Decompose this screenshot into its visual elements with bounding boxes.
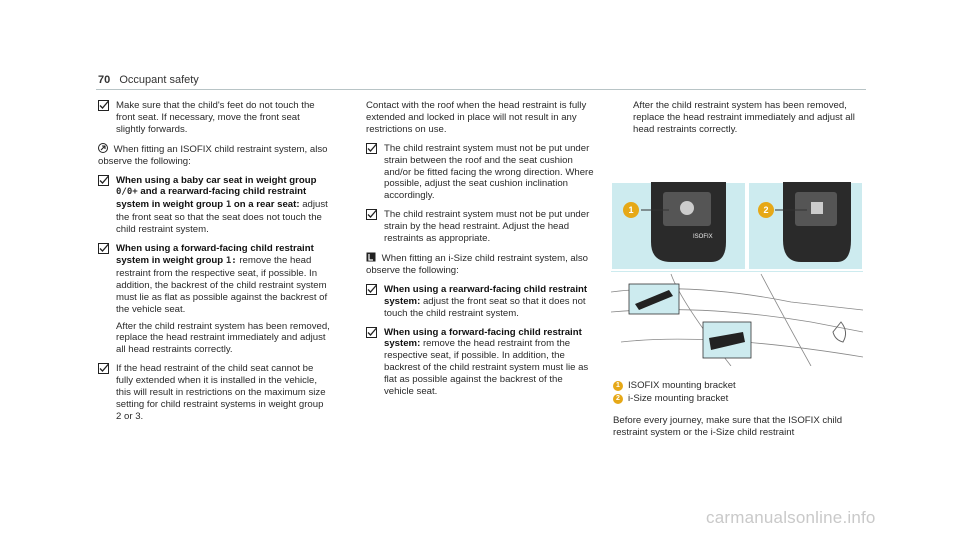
page-header [98,74,199,86]
item-title-group: 0/0+ [116,187,138,198]
checkbox-icon [98,243,109,254]
item-body: remove the head restraint from the respective seat, if possible. In addition, the backrest of the child restraint system must lie as flat as possible against the backrest of the vehicle seat. [116,254,328,315]
legend-item [613,392,865,405]
page-number: 70 [98,74,111,86]
checklist-item [98,175,330,237]
checklist-item [98,243,330,356]
item-after: After the child restraint system has been removed, replace the head restraint immediately and adjust all head restraints correctly. [116,320,330,356]
legend-item [613,379,865,392]
callout-badge-2-text: 2 [763,205,769,215]
warning-note-icon [98,143,108,153]
note-paragraph [366,252,594,277]
item-body: adjust the front seat so that the seat does not touch the child restraint system. [116,199,328,236]
column-right [611,100,863,143]
item-text: The child restraint system must not be put under strain between the roof and the seat cushion and/or be fitted facing the wrong direction. Where possible, adjust the seat cushion inclination accordingly. [384,142,594,202]
checklist-item [366,284,594,320]
column-left [98,100,330,430]
legend-text: ISOFIX mounting bracket [628,380,736,391]
section-title: Occupant safety [119,74,199,86]
isize-seat-symbol [811,202,823,214]
header-divider [96,89,866,90]
note-text: When fitting an i-Size child restraint system, also observe the following: [366,252,589,276]
checklist-item [366,209,594,245]
note-text: When fitting an ISOFIX child restraint system, also observe the following: [98,143,328,167]
column-middle [366,100,594,405]
watermark: carmanualsonline.info [706,508,876,527]
checklist-item [366,327,594,398]
checkbox-icon [366,284,377,295]
item-title-end: on a rear seat: [233,199,300,211]
checkbox-icon [366,143,377,154]
intro-paragraph: After the child restraint system has been removed, replace the head restraint immediately and adjust all head restraints correctly. [633,100,855,135]
checkbox-icon [366,209,377,220]
item-text: If the head restraint of the child seat cannot be fully extended when it is installed in the vehicle, this will result in restrictions on the maximum size setting for child restraint systems in weight group 2 or 3. [116,363,326,422]
checkbox-icon [98,100,109,111]
intro-paragraph: Contact with the roof when the head restraint is fully extended and locked in place will not result in any restrictions on use. [366,100,587,135]
item-title: When using a rearward-facing child restraint system: [384,283,588,307]
item-body: remove the head restraint from the respective seat, if possible. In addition, the backrest of the child restraint system must lie as flat as possible against the backrest of the vehicle seat. [384,338,589,398]
item-title: When using a baby car seat in weight group [116,174,317,186]
isofix-seat-symbol [680,201,694,215]
legend-text: i-Size mounting bracket [628,393,729,404]
isofix-figure [611,182,863,366]
item-text: The child restraint system must not be put under strain by the head restraint. Adjust the head restraints as appropriate. [384,209,590,245]
note-paragraph [98,143,330,168]
isofix-label: ISOFIX [693,234,713,240]
checklist-item [98,100,330,136]
checklist-item [98,363,330,423]
item-title: When using a forward-facing child restraint system: [384,326,582,350]
item-title-group2: 1 [225,200,232,211]
info-note-icon [366,252,376,262]
checkbox-icon [366,327,377,338]
item-title-cont: and a rearward-facing child restraint system in weight group [116,186,307,211]
checklist-item [366,143,594,203]
item-title-group: 1: [225,255,237,266]
item-title: When using a forward-facing child restraint system in weight group [116,243,314,266]
figure-legend [613,379,865,405]
item-body: adjust the front seat so that it does not touch the child restraint system. [384,295,586,319]
callout-badge-1-text: 1 [628,205,634,215]
legend-badge: 1 [613,381,623,391]
legend-badge: 2 [613,394,623,404]
item-text: Make sure that the child's feet do not touch the front seat. If necessary, move the front seat slightly forwards. [116,100,315,135]
checkbox-icon [98,175,109,186]
checkbox-icon [98,363,109,374]
closing-paragraph: Before every journey, make sure that the ISOFIX child restraint system or the i-Size child restraint [613,415,843,438]
